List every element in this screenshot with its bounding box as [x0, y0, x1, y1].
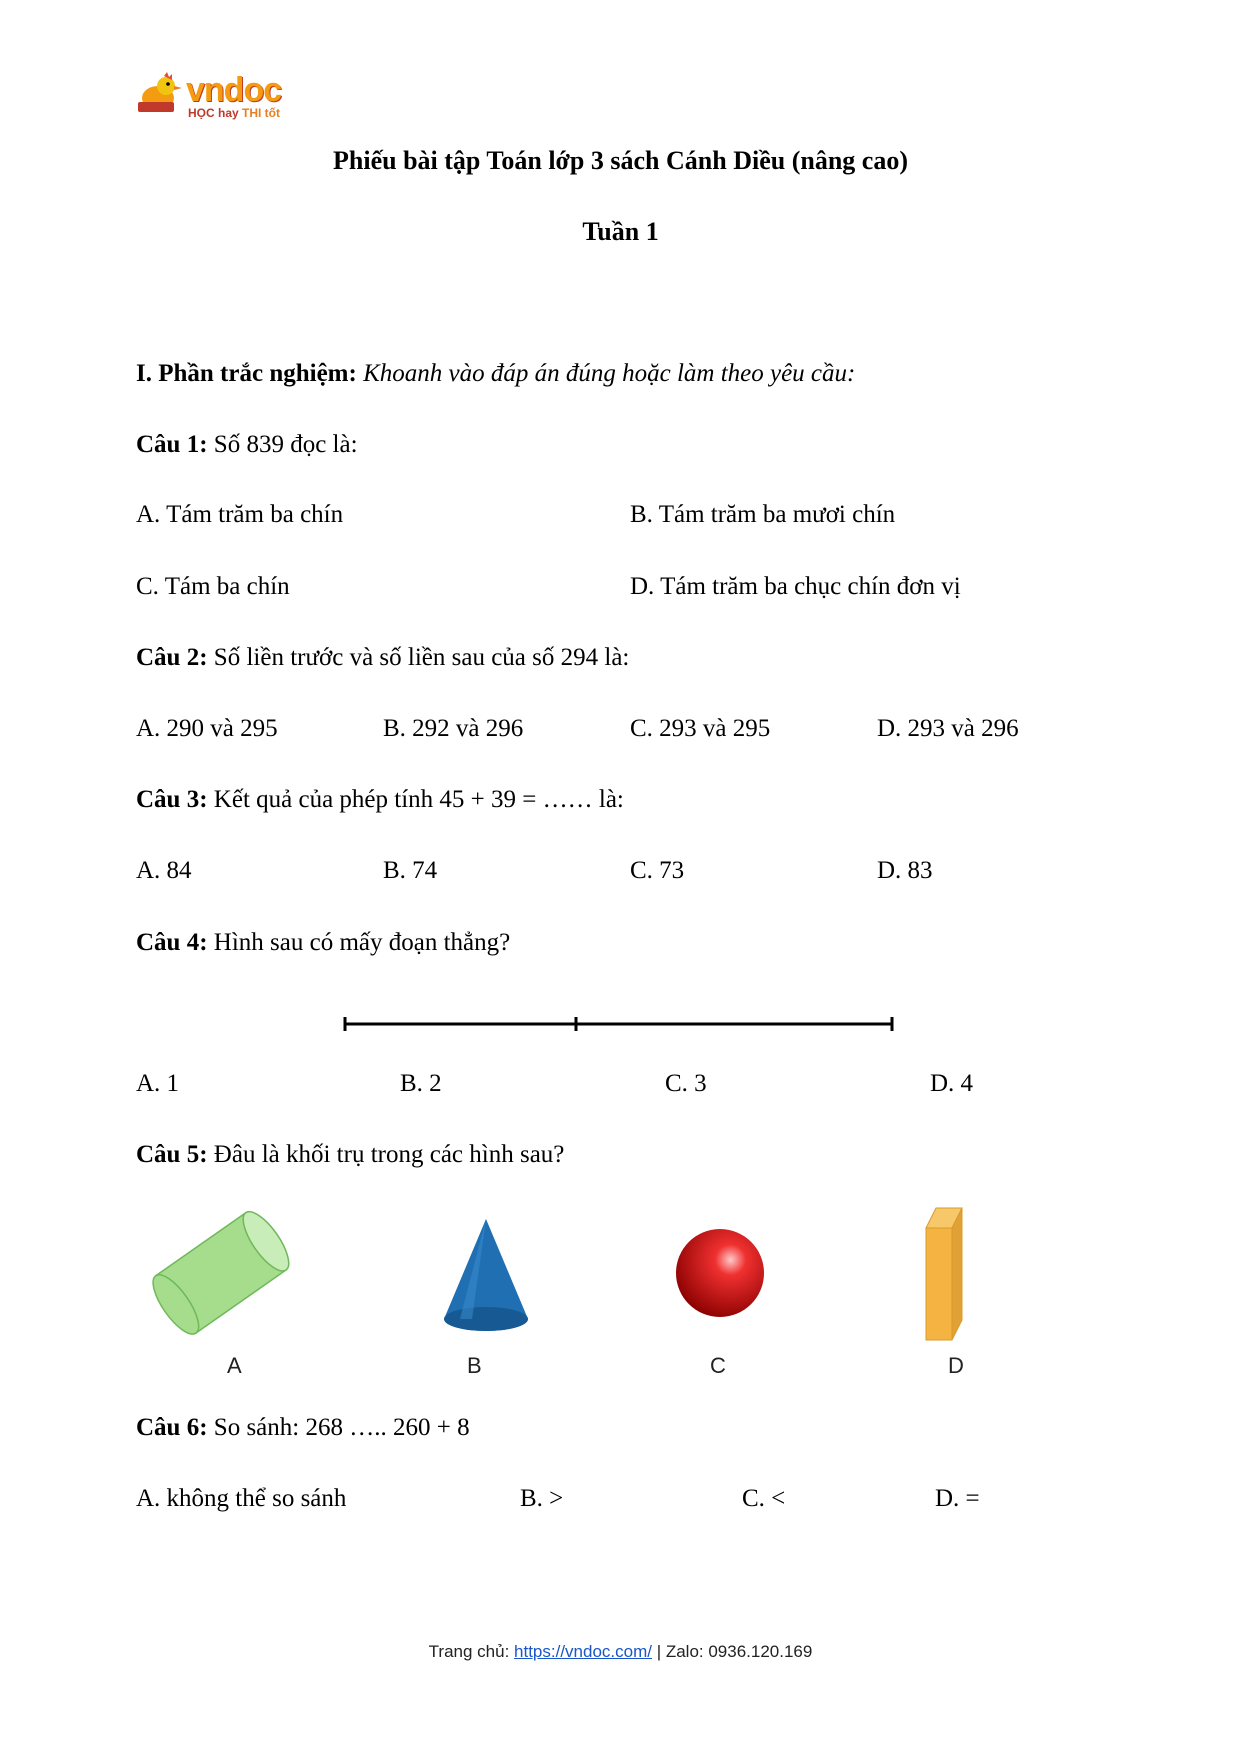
document-title: Phiếu bài tập Toán lớp 3 sách Cánh Diều (nâng cao)	[333, 146, 908, 175]
q3-option-b[interactable]: B. 74	[383, 857, 438, 884]
cone-shape[interactable]	[438, 1215, 538, 1335]
q2-option-a[interactable]: A. 290 và 295	[136, 715, 278, 742]
q2-option-b[interactable]: B. 292 và 296	[383, 715, 524, 742]
q1-option-d[interactable]: D. Tám trăm ba chục chín đơn vị	[630, 573, 961, 600]
question-6: Câu 6: So sánh: 268 ….. 260 + 8	[136, 1414, 470, 1441]
prism-shape[interactable]	[922, 1204, 972, 1344]
q6-option-c[interactable]: C. <	[742, 1485, 786, 1512]
q3-option-c[interactable]: C. 73	[630, 857, 685, 884]
home-link[interactable]: https://vndoc.com/	[514, 1642, 652, 1661]
q1-option-b[interactable]: B. Tám trăm ba mươi chín	[630, 501, 896, 528]
q3-option-d[interactable]: D. 83	[877, 857, 933, 884]
q4-option-c[interactable]: C. 3	[665, 1070, 707, 1097]
question-1: Câu 1: Số 839 đọc là:	[136, 431, 358, 458]
q6-option-d[interactable]: D. =	[935, 1485, 980, 1512]
q1-option-c[interactable]: C. Tám ba chín	[136, 573, 290, 600]
logo-brand: vndoc	[186, 71, 282, 109]
page-footer: Trang chủ: https://vndoc.com/ | Zalo: 0936.120.169	[428, 1642, 813, 1661]
shape-label-d: D	[948, 1353, 964, 1378]
q1-option-a[interactable]: A. Tám trăm ba chín	[136, 501, 344, 528]
chicken-mascot-icon	[136, 72, 184, 116]
q4-option-b[interactable]: B. 2	[400, 1070, 442, 1097]
q2-option-d[interactable]: D. 293 và 296	[877, 715, 1019, 742]
vndoc-logo	[136, 70, 296, 126]
question-5: Câu 5: Đâu là khối trụ trong các hình sau?	[136, 1141, 565, 1168]
q2-option-c[interactable]: C. 293 và 295	[630, 715, 771, 742]
sphere-shape[interactable]	[672, 1225, 768, 1321]
question-4: Câu 4: Hình sau có mấy đoạn thẳng?	[136, 929, 511, 956]
q6-option-a[interactable]: A. không thể so sánh	[136, 1485, 347, 1512]
week-title: Tuần 1	[582, 217, 659, 246]
q4-option-d[interactable]: D. 4	[930, 1070, 974, 1097]
q4-option-a[interactable]: A. 1	[136, 1070, 180, 1097]
q3-option-a[interactable]: A. 84	[136, 857, 192, 884]
section-heading: I. Phần trắc nghiệm: Khoanh vào đáp án đúng hoặc làm theo yêu cầu:	[136, 360, 856, 387]
q6-option-b[interactable]: B. >	[520, 1485, 564, 1512]
question-3: Câu 3: Kết quả của phép tính 45 + 39 = …… là:	[136, 786, 624, 813]
line-segments-figure	[340, 1012, 900, 1036]
question-2: Câu 2: Số liền trước và số liền sau của số 294 là:	[136, 644, 630, 671]
cylinder-shape[interactable]	[140, 1195, 310, 1345]
shape-label-c: C	[710, 1353, 726, 1378]
logo-tagline: HỌC hay THI tốt	[188, 106, 281, 120]
shape-label-b: B	[467, 1353, 482, 1378]
shape-label-a: A	[227, 1353, 242, 1378]
